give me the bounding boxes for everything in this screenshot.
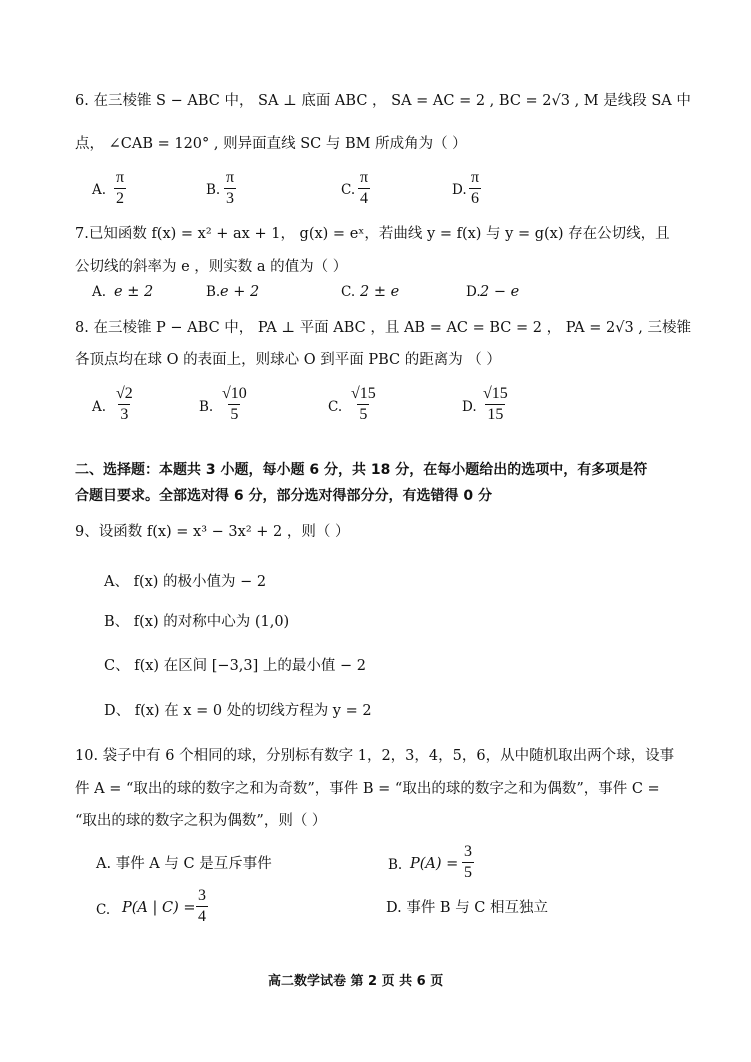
q7-option-d-label: D. bbox=[466, 284, 481, 300]
q10-option-b-fraction bbox=[462, 844, 474, 881]
q9-option-c: C、 f(x) 在区间 [−3,3] 上的最小值 − 2 bbox=[104, 658, 367, 674]
q6-option-b-num: π bbox=[226, 169, 235, 186]
q6-option-c-label: C. bbox=[341, 182, 356, 198]
q7-option-b-text: e + 2 bbox=[220, 284, 260, 300]
q10-line1: 10. 袋子中有 6 个相同的球，分别标有数字 1，2，3，4，5，6，从中随机取出两个球，设事 bbox=[75, 748, 675, 764]
q10-line2: 件 A = “取出的球的数字之和为奇数”，事件 B = “取出的球的数字之和为偶数”，事件 C = bbox=[75, 781, 660, 797]
q7-option-c-label: C. bbox=[341, 284, 356, 300]
q7-option-d-text: 2 − e bbox=[480, 284, 520, 300]
q10-option-a: A. 事件 A 与 C 是互斥事件 bbox=[96, 856, 272, 872]
q10-option-c-lhs: P(A | C) = bbox=[122, 900, 196, 916]
q8-option-d-den: 15 bbox=[487, 406, 504, 423]
q6-line2: 点， ∠CAB = 120° , 则异面直线 SC 与 BM 所成角为（ ） bbox=[75, 136, 467, 152]
q10-line3: “取出的球的数字之积为偶数”，则（ ） bbox=[75, 813, 327, 829]
q6-option-c-fraction bbox=[358, 170, 370, 207]
q10-option-b-lhs: P(A) = bbox=[410, 856, 459, 872]
q7-option-c-text: 2 ± e bbox=[360, 284, 400, 300]
q8-option-b-fraction bbox=[220, 386, 249, 423]
q7-line1: 7.已知函数 f(x) = x² + ax + 1， g(x) = eˣ，若曲线 y = f(x) 与 y = g(x) 存在公切线，且 bbox=[75, 226, 670, 242]
q9-stem: 9、设函数 f(x) = x³ − 3x² + 2 ，则（ ） bbox=[75, 524, 350, 540]
q8-option-d-num: √15 bbox=[483, 385, 508, 402]
q10-option-c-label: C. bbox=[96, 902, 111, 918]
q8-option-a-fraction bbox=[114, 386, 135, 423]
q6-line1: 6. 在三棱锥 S − ABC 中， SA ⊥ 底面 ABC ， SA = AC = 2 , BC = 2√3 , M 是线段 SA 中 bbox=[75, 93, 691, 109]
q6-option-d-num: π bbox=[471, 169, 480, 186]
q8-option-c-label: C. bbox=[328, 399, 343, 415]
q8-option-d-fraction bbox=[481, 386, 510, 423]
q8-option-c-fraction bbox=[349, 386, 378, 423]
q8-option-c-num: √15 bbox=[351, 385, 376, 402]
q8-option-b-num: √10 bbox=[222, 385, 247, 402]
q7-line2: 公切线的斜率为 e ，则实数 a 的值为（ ） bbox=[75, 259, 348, 275]
q6-option-b-den: 3 bbox=[226, 190, 235, 207]
q8-option-d-label: D. bbox=[462, 399, 477, 415]
q7-option-b-label: B. bbox=[206, 284, 221, 300]
q6-option-c-den: 4 bbox=[360, 190, 369, 207]
q6-option-a-fraction bbox=[114, 170, 126, 207]
q8-option-a-den: 3 bbox=[120, 406, 129, 423]
q6-option-c-num: π bbox=[360, 169, 369, 186]
q6-option-b-fraction bbox=[224, 170, 236, 207]
q6-option-d-den: 6 bbox=[471, 190, 480, 207]
q10-option-b-num: 3 bbox=[464, 843, 472, 860]
q10-option-c-num: 3 bbox=[198, 887, 206, 904]
q10-option-c-den: 4 bbox=[198, 908, 206, 925]
q8-option-b-den: 5 bbox=[230, 406, 239, 423]
q6-option-b-label: B. bbox=[206, 182, 221, 198]
q7-option-a-label: A. bbox=[92, 284, 107, 300]
q8-option-c-den: 5 bbox=[359, 406, 368, 423]
q8-line1: 8. 在三棱锥 P − ABC 中， PA ⊥ 平面 ABC ，且 AB = AC = BC = 2 ， PA = 2√3 , 三棱锥 bbox=[75, 320, 691, 336]
q8-option-a-label: A. bbox=[92, 399, 107, 415]
q6-option-a-label: A. bbox=[92, 182, 107, 198]
q6-option-d-fraction bbox=[469, 170, 481, 207]
page-footer: 高二数学试卷 第 2 页 共 6 页 bbox=[268, 974, 444, 989]
q6-option-a-den: 2 bbox=[116, 190, 125, 207]
q8-option-a-num: √2 bbox=[116, 385, 133, 402]
q9-option-d: D、 f(x) 在 x = 0 处的切线方程为 y = 2 bbox=[104, 703, 372, 719]
q8-option-b-label: B. bbox=[199, 399, 214, 415]
q7-option-a-text: e ± 2 bbox=[114, 284, 154, 300]
q10-option-b-den: 5 bbox=[464, 864, 472, 881]
q6-option-a-num: π bbox=[116, 169, 125, 186]
q6-option-d-label: D. bbox=[452, 182, 467, 198]
q9-option-b: B、 f(x) 的对称中心为 (1,0) bbox=[104, 614, 290, 630]
section2-line1: 二、选择题：本题共 3 小题，每小题 6 分，共 18 分，在每小题给出的选项中，有多项是符 bbox=[75, 462, 648, 478]
q10-option-c-fraction bbox=[196, 888, 208, 925]
q9-option-a: A、 f(x) 的极小值为 − 2 bbox=[104, 574, 267, 590]
q8-line2: 各顶点均在球 O 的表面上，则球心 O 到平面 PBC 的距离为 （ ） bbox=[75, 352, 501, 368]
q10-option-d: D. 事件 B 与 C 相互独立 bbox=[386, 900, 549, 916]
q10-option-b-label: B. bbox=[388, 857, 403, 873]
section2-line2: 合题目要求。全部选对得 6 分，部分选对得部分分，有选错得 0 分 bbox=[75, 488, 492, 504]
